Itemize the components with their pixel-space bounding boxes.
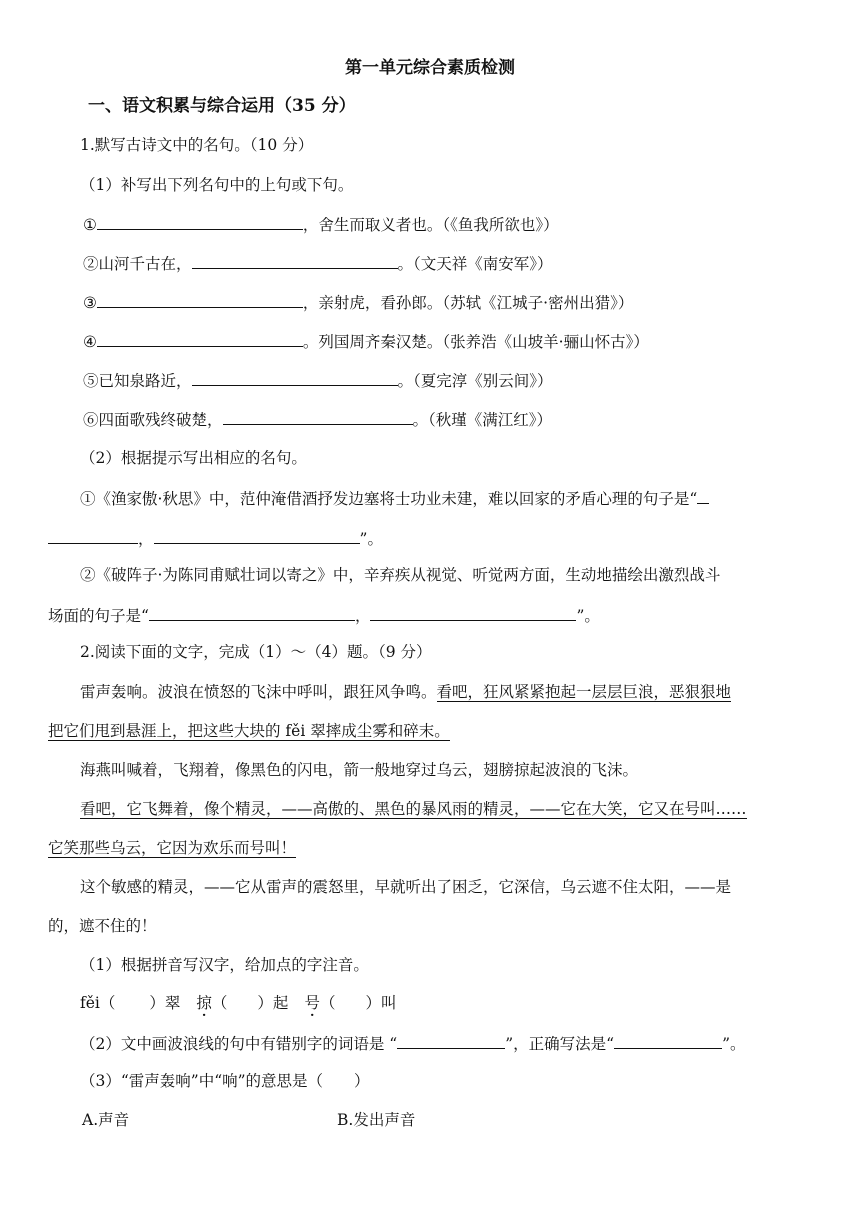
open-paren: （ (211, 994, 228, 1012)
prompt-text: ”，正确写法是“ (505, 1035, 615, 1053)
fill-item-1 (83, 213, 559, 235)
option-a[interactable]: A.声音 (82, 1111, 130, 1129)
fill-item-text: 。（文天祥《南安军》） (397, 255, 553, 273)
pinyin-line (80, 993, 396, 1013)
open-paren: （ (319, 994, 336, 1012)
prompt-item-2-line-1: ②《破阵子·为陈同甫赋壮词以寄之》中，辛弃疾从视觉、听觉两方面，生动地描绘出激烈战斗 (80, 566, 721, 584)
question-1-part-1-prompt: （1）补写出下列名句中的上句或下句。 (80, 176, 354, 194)
answer-blank[interactable] (614, 1032, 722, 1049)
underlined-sentence: 它笑那些乌云，它因为欢乐而号叫！ (48, 839, 297, 857)
question-1-heading: 1.默写古诗文中的名句。（10 分） (80, 136, 314, 154)
dotted-character: 掠 (196, 994, 212, 1012)
passage-text: 雷声轰响。波浪在愤怒的飞沫中呼叫，跟狂风争鸣。 (80, 683, 437, 701)
fill-item-5 (83, 369, 553, 391)
closing-quote: ”。 (722, 1035, 746, 1053)
answer-blank[interactable] (154, 527, 360, 544)
passage-paragraph-4-line-2: 的，遮不住的！ (48, 917, 157, 935)
closing-quote: ”。 (576, 607, 600, 625)
underlined-sentence: 把它们甩到悬涯上，把这些大块的 fěi 翠摔成尘雾和碎末。 (48, 722, 450, 740)
pinyin-prompt: fěi（ (80, 994, 116, 1012)
passage-paragraph-3-line-2 (48, 838, 296, 858)
passage-paragraph-1-line-2 (48, 721, 450, 741)
answer-blank[interactable] (48, 527, 138, 544)
question-1-part-2-prompt: （2）根据提示写出相应的名句。 (80, 449, 307, 467)
passage-paragraph-4-line-1: 这个敏感的精灵，——它从雷声的震怒里，早就听出了困乏，它深信，乌云遮不住太阳，——是 (80, 878, 732, 896)
fill-item-4 (83, 330, 649, 352)
separator: ， (354, 607, 371, 625)
answer-blank[interactable] (192, 252, 398, 269)
fill-item-6 (83, 408, 552, 430)
answer-blank[interactable] (97, 291, 303, 308)
underlined-sentence: 看吧，它飞舞着，像个精灵，——高傲的、黑色的暴风雨的精灵，——它在大笑，它又在号叫…… (80, 800, 747, 818)
fill-item-text: 。（秋瑾《满江红》） (412, 411, 553, 429)
underlined-sentence: 看吧，狂风紧紧抱起一层层巨浪，恶狠狠地 (436, 683, 732, 701)
prompt-item-1-line-2 (48, 527, 383, 549)
subquestion-2 (80, 1032, 746, 1054)
answer-blank[interactable] (697, 487, 709, 504)
word-suffix: ）起 (257, 994, 289, 1012)
answer-blank[interactable] (149, 604, 355, 621)
word-suffix: ）叫 (365, 994, 397, 1012)
prompt-text: （2）文中画波浪线的句中有错别字的词语是 “ (80, 1035, 398, 1053)
separator: ， (138, 530, 154, 548)
closing-quote: ”。 (359, 530, 383, 548)
prompt-item-1-line-1 (80, 487, 709, 509)
fill-item-text: 。（夏完淳《别云间》） (397, 372, 553, 390)
question-2-heading: 2.阅读下面的文字，完成（1）～（4）题。（9 分） (80, 643, 432, 661)
fill-item-text: ，舍生而取义者也。（《鱼我所欲也》） (302, 216, 559, 234)
prompt-item-2-line-2 (48, 604, 600, 626)
passage-paragraph-3-line-1 (80, 799, 747, 819)
word-suffix: ）翠 (149, 994, 181, 1012)
subquestion-3: （3）“雷声轰响”中“响”的意思是（ ） (80, 1072, 370, 1090)
answer-blank[interactable] (97, 330, 303, 347)
fill-item-label: ④ (83, 333, 97, 351)
option-b[interactable]: B.发出声音 (337, 1111, 416, 1129)
fill-item-label: ③ (83, 294, 97, 312)
fill-item-label: ②山河千古在， (83, 255, 192, 273)
fill-item-text: ，亲射虎，看孙郎。（苏轼《江城子·密州出猎》） (302, 294, 634, 312)
subquestion-1: （1）根据拼音写汉字，给加点的字注音。 (80, 956, 369, 974)
prompt-text: 场面的句子是“ (48, 607, 149, 625)
answer-blank[interactable] (192, 369, 398, 386)
section-heading: 一、语文积累与综合运用（35 分） (88, 96, 356, 116)
fill-item-label: ⑤已知泉路近， (83, 372, 192, 390)
answer-blank[interactable] (97, 213, 303, 230)
passage-paragraph-2: 海燕叫喊着，飞翔着，像黑色的闪电，箭一般地穿过乌云，翅膀掠起波浪的飞沫。 (80, 761, 639, 779)
fill-item-3 (83, 291, 633, 313)
dotted-character: 号 (304, 994, 320, 1012)
answer-blank[interactable] (370, 604, 576, 621)
answer-blank[interactable] (223, 408, 413, 425)
passage-paragraph-1-line-1 (80, 682, 731, 702)
fill-item-2 (83, 252, 553, 274)
fill-item-label: ⑥四面歌残终破楚， (83, 411, 223, 429)
prompt-text: ①《渔家傲·秋思》中，范仲淹借酒抒发边塞将士功业未建，难以回家的矛盾心理的句子是“ (80, 490, 698, 508)
page-title: 第一单元综合素质检测 (345, 58, 515, 78)
fill-item-label: ① (83, 216, 97, 234)
answer-blank[interactable] (397, 1032, 505, 1049)
fill-item-text: 。列国周齐秦汉楚。（张养浩《山坡羊·骊山怀古》） (302, 333, 649, 351)
